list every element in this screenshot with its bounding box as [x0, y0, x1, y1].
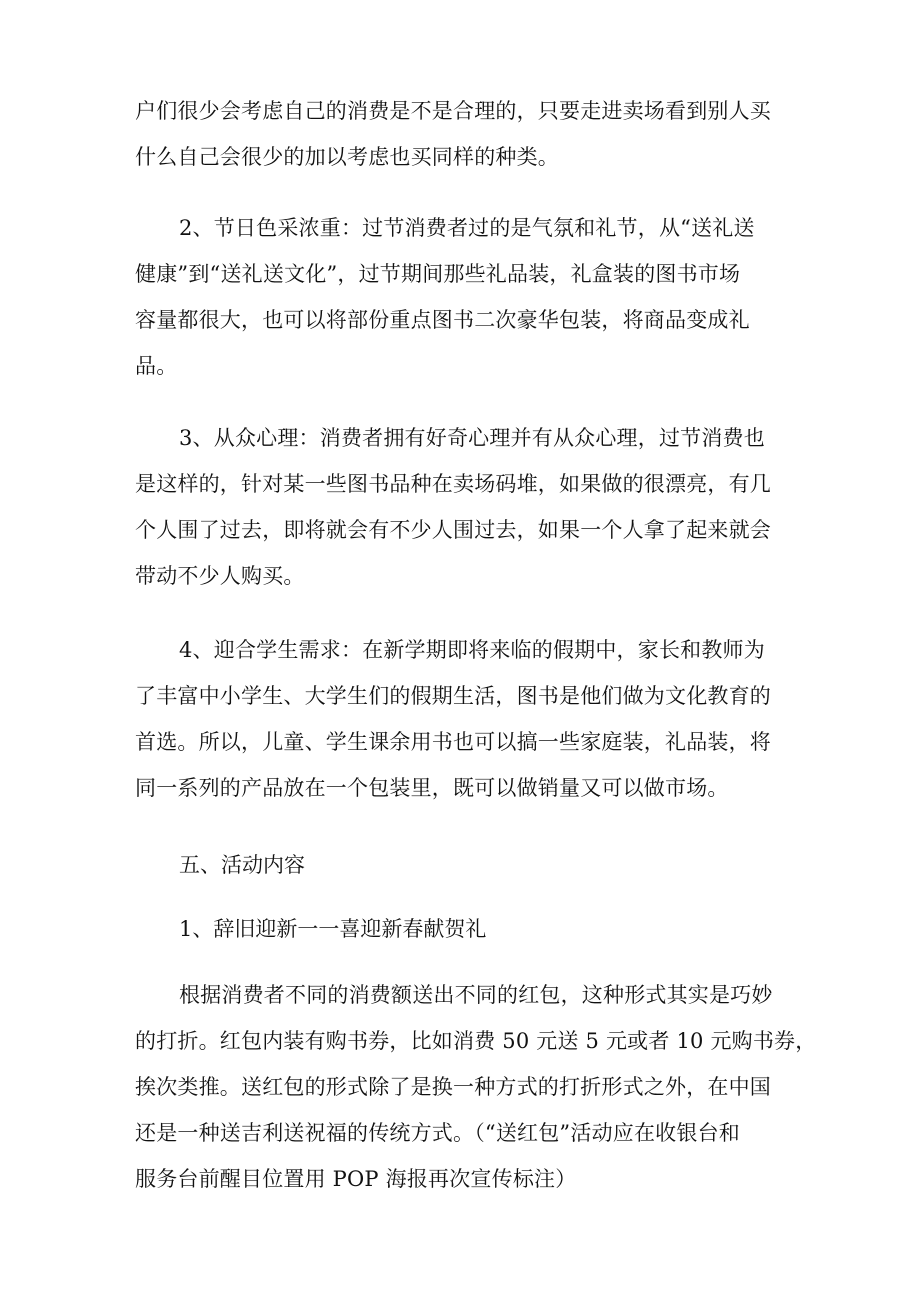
section-heading: 五、活动内容 — [179, 853, 305, 877]
text-line: 容量都很大，也可以将部份重点图书二次豪华包装，将商品变成礼 — [135, 308, 750, 332]
text-line: 健康”到“送礼送文化”，过节期间那些礼品装，礼盒装的图书市场 — [135, 262, 741, 286]
text-line: 什么自己会很少的加以考虑也买同样的种类。 — [135, 145, 559, 169]
paragraph-herd-mentality — [135, 415, 795, 599]
text-line: 的打折。红包内装有购书券，比如消费 50 元送 5 元或者 10 元购书券， — [135, 1029, 817, 1053]
text-line: 带动不少人购买。 — [135, 564, 305, 588]
paragraph-red-envelope — [135, 972, 817, 1202]
text-line: 4、迎合学生需求：在新学期即将来临的假期中，家长和教师为 — [179, 638, 765, 662]
text-line: 首选。所以，儿童、学生课余用书也可以搞一些家庭装，礼品装，将 — [135, 730, 771, 754]
text-line: 2、节日色采浓重：过节消费者过的是气氛和礼节，从“送礼送 — [179, 216, 755, 240]
text-line: 同一系列的产品放在一个包装里，既可以做销量又可以做市场。 — [135, 776, 729, 800]
text-line: 是这样的，针对某一些图书品种在卖场码堆，如果做的很漂亮，有几 — [135, 472, 771, 496]
text-line: 还是一种送吉利送祝福的传统方式。（“送红包”活动应在收银台和 — [135, 1121, 740, 1145]
paragraph-student-needs — [135, 627, 795, 811]
text-line: 了丰富中小学生、大学生们的假期生活，图书是他们做为文化教育的 — [135, 684, 771, 708]
text-line: 服务台前醒目位置用 POP 海报再次宣传标注） — [135, 1167, 577, 1191]
text-line: 根据消费者不同的消费额送出不同的红包，这种形式其实是巧妙 — [179, 983, 773, 1007]
text-line: 挨次类推。送红包的形式除了是换一种方式的打折形式之外，在中国 — [135, 1075, 771, 1099]
text-line: 户们很少会考虑自己的消费是不是合理的，只要走进卖场看到别人买 — [135, 99, 771, 123]
text-line: 个人围了过去，即将就会有不少人围过去，如果一个人拿了起来就会 — [135, 518, 771, 542]
sub-heading: 1、辞旧迎新一一喜迎新春献贺礼 — [179, 917, 487, 941]
paragraph-holiday-atmosphere — [135, 205, 795, 389]
text-line: 3、从众心理：消费者拥有好奇心理并有从众心理，过节消费也 — [179, 426, 765, 450]
text-line: 品。 — [135, 354, 178, 378]
paragraph-intro — [135, 88, 795, 180]
